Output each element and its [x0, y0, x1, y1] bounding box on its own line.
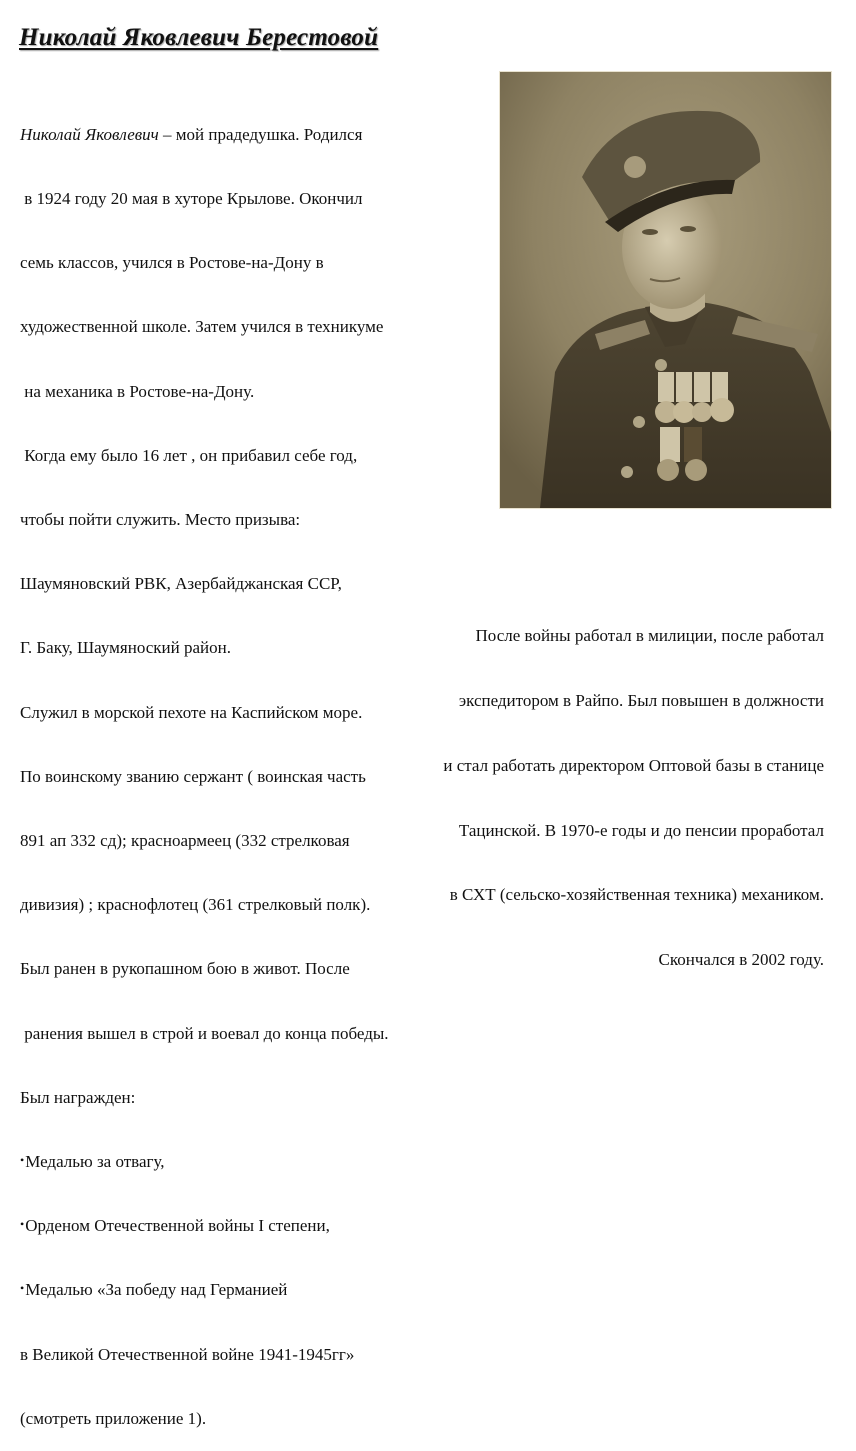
post-war-text: [443, 582, 824, 992]
bullet-icon: •: [20, 1217, 25, 1232]
tunic-button: [621, 466, 633, 478]
biography-text: [20, 81, 389, 1451]
after-line: в СХТ (сельско-хозяйственная техника) механиком.: [449, 885, 824, 905]
after-line: экспедитором в Райпо. Был повышен в должности: [458, 690, 824, 710]
bio-line: ранения вышел в строй и воевал до конца победы.: [20, 1023, 389, 1043]
award-item: •Медалью за отвагу,: [20, 1152, 165, 1172]
bio-line: семь классов, учился в Ростове-на-Дону в: [20, 253, 324, 273]
bio-line: Шаумяновский РВК, Азербайджанская ССР,: [20, 574, 342, 594]
eye-left: [642, 229, 658, 235]
bio-line: [20, 124, 389, 145]
award-item: •Орденом Отечественной войны I степени,: [20, 1216, 330, 1236]
portrait-illustration: [500, 72, 831, 508]
bio-intro-name: Николай Яковлевич: [20, 124, 159, 144]
bio-line: По воинскому званию сержант ( воинская часть: [20, 766, 366, 786]
bio-line: на механика в Ростове-на-Дону.: [20, 381, 255, 401]
bio-line: 891 ап 332 сд); красноармеец (332 стрелковая: [20, 831, 350, 851]
bio-line: дивизия) ; краснофлотец (361 стрелковый полк).: [20, 895, 371, 915]
award-item: •Медалью «За победу над Германией: [20, 1280, 288, 1300]
bullet-icon: •: [20, 1153, 25, 1168]
bullet-icon: •: [20, 1281, 25, 1296]
page-title: Николай Яковлевич Берестовой: [19, 24, 379, 51]
tunic-button: [633, 416, 645, 428]
bio-line: в 1924 году 20 мая в хуторе Крылове. Окончил: [20, 189, 363, 209]
after-line: После войны работал в милиции, после работал: [475, 626, 824, 646]
bio-line: Г. Баку, Шаумяноский район.: [20, 638, 231, 658]
eye-right: [680, 226, 696, 232]
appendix-note: (смотреть приложение 1).: [20, 1408, 207, 1428]
after-line: Скончался в 2002 году.: [658, 950, 824, 970]
portrait-photo: [500, 72, 831, 508]
bio-line: Был награжден:: [20, 1087, 136, 1107]
after-line: Тацинской. В 1970-е годы и до пенсии проработал: [458, 820, 824, 840]
bio-intro-rest: – мой прадедушка. Родился: [158, 124, 363, 144]
award-continuation: в Великой Отечественной войне 1941-1945гг»: [20, 1344, 355, 1364]
cap-badge: [624, 156, 646, 178]
bio-line: художественной школе. Затем учился в техникуме: [20, 317, 384, 337]
bio-line: Когда ему было 16 лет , он прибавил себе год,: [20, 445, 358, 465]
bio-line: Служил в морской пехоте на Каспийском море.: [20, 702, 363, 722]
after-line: и стал работать директором Оптовой базы в станице: [443, 755, 824, 775]
bio-line: Был ранен в рукопашном бою в живот. После: [20, 959, 350, 979]
tunic-button: [655, 359, 667, 371]
bio-line: чтобы пойти служить. Место призыва:: [20, 510, 301, 530]
